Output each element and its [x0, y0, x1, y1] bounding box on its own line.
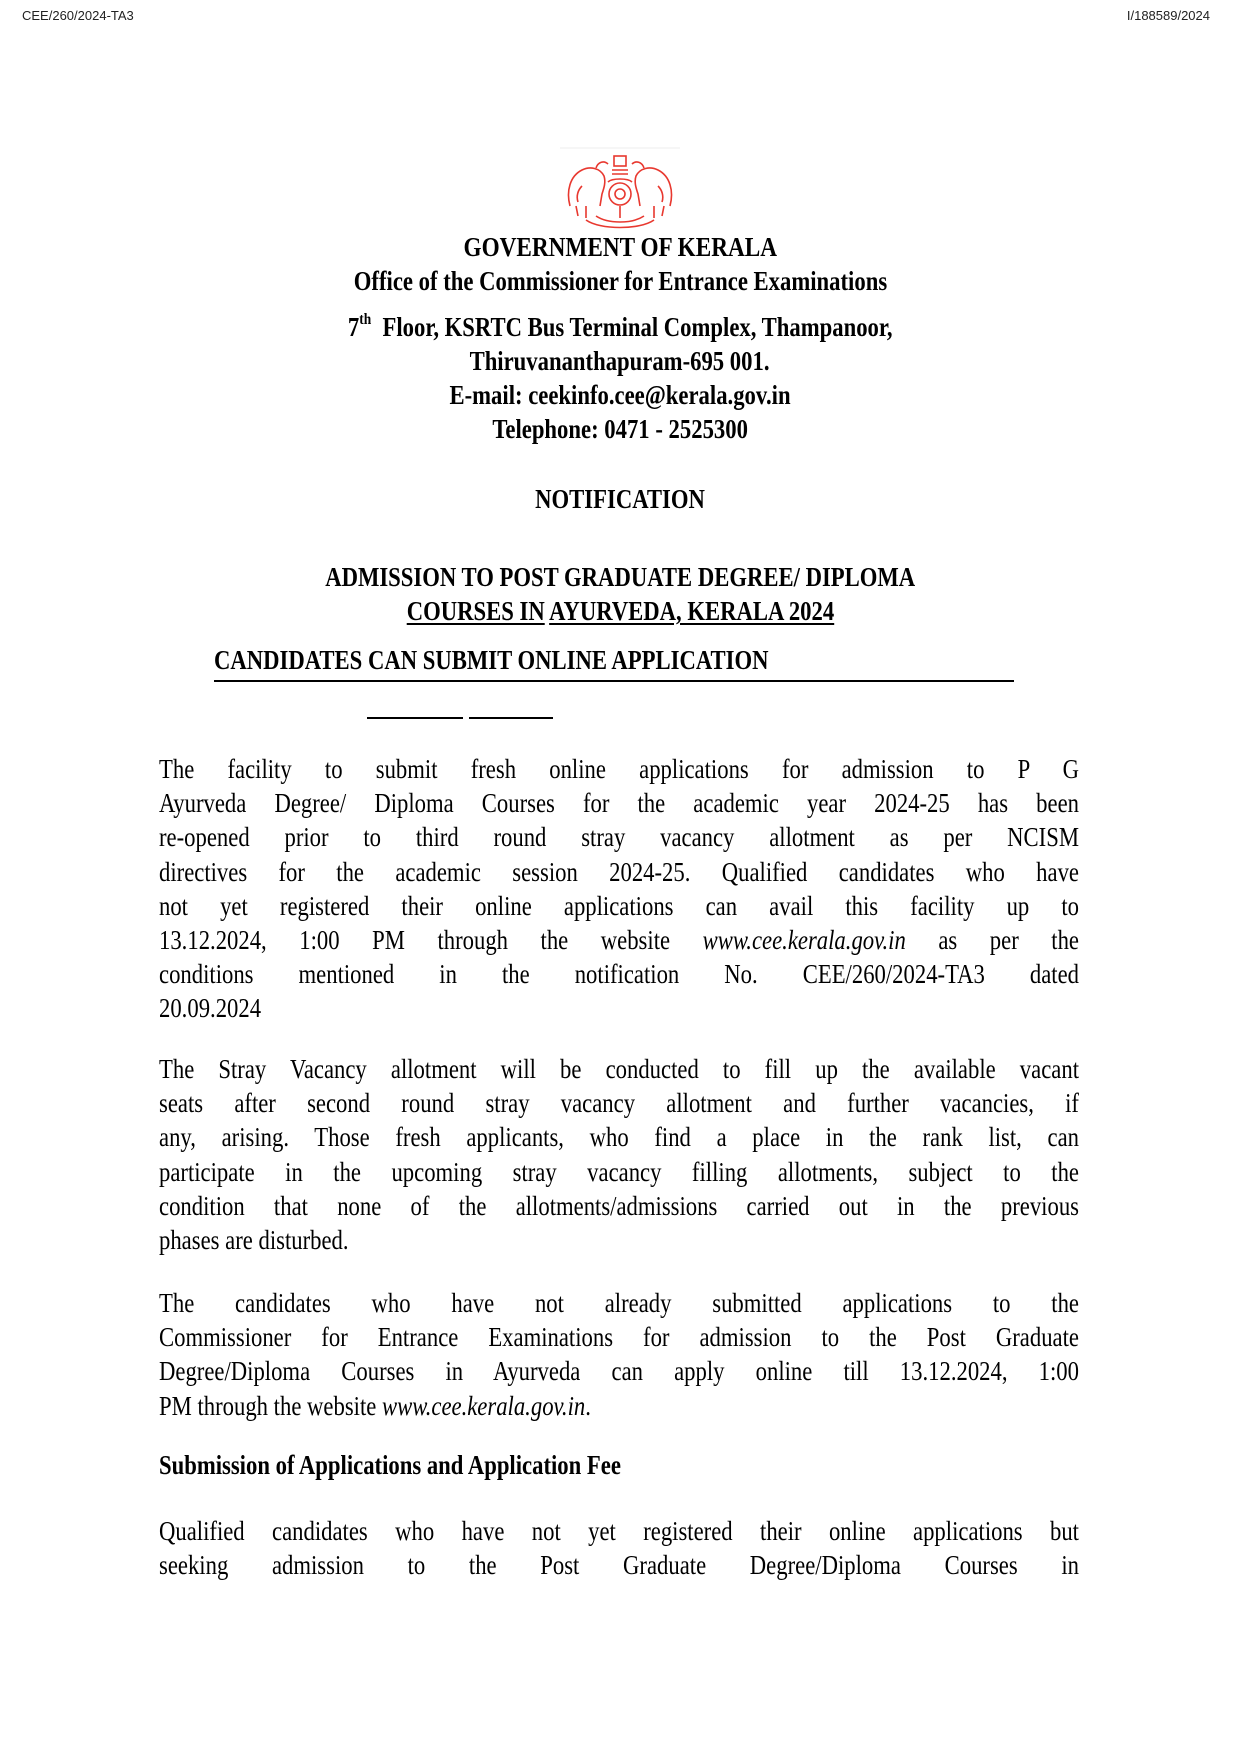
text-line: The facility to submit fresh online applications for admission to P G	[159, 754, 1079, 784]
section-heading-submission: Submission of Applications and Application Fee	[159, 1450, 621, 1480]
text-line: Commissioner for Entrance Examinations for admission to the Post Graduate	[159, 1322, 1079, 1353]
text-line: 20.09.2024	[159, 993, 262, 1024]
text-line: directives for the academic session 2024-25. Qualified candidates who have	[159, 856, 1079, 887]
separator-dash	[469, 717, 553, 719]
text-line: not yet registered their online applications can avail this facility up to	[159, 890, 1079, 921]
floor-number: 7	[347, 312, 359, 342]
paragraph-qualified-candidates	[159, 1514, 1079, 1582]
notification-heading: NOTIFICATION	[535, 484, 705, 514]
email-line: E-mail: ceekinfo.cee@kerala.gov.in	[449, 380, 791, 410]
text-line: The candidates who have not already submitted applications to the	[159, 1288, 1079, 1318]
address-line	[0, 311, 1240, 343]
text-segment: 13.12.2024, 1:00 PM through the website	[159, 925, 671, 956]
telephone-line: Telephone: 0471 - 2525300	[492, 414, 748, 444]
text-line	[159, 923, 1079, 957]
text-line: Qualified candidates who have not yet registered their online applications but	[159, 1516, 1079, 1546]
notification-title-line1: ADMISSION TO POST GRADUATE DEGREE/ DIPLOMA	[325, 562, 915, 592]
text-line: Degree/Diploma Courses in Ayurveda can apply online till 13.12.2024, 1:00	[159, 1356, 1079, 1387]
website-link[interactable]: www.cee.kerala.gov.in	[382, 1390, 586, 1421]
text-line: conditions mentioned in the notification No. CEE/260/2024-TA3 dated	[159, 959, 1079, 990]
text-segment: .	[585, 1390, 591, 1421]
text-line: seats after second round stray vacancy allotment and further vacancies, if	[159, 1088, 1079, 1119]
text-line	[159, 1389, 1079, 1423]
separator-dash	[367, 717, 463, 719]
text-line: The Stray Vacancy allotment will be conducted to fill up the available vacant	[159, 1054, 1079, 1084]
kerala-emblem-icon	[556, 146, 684, 234]
text-line: any, arising. Those fresh applicants, who find a place in the rank list, can	[159, 1122, 1079, 1153]
text-line: re-opened prior to third round stray vacancy allotment as per NCISM	[159, 822, 1079, 853]
text-line: condition that none of the allotments/admissions carried out in the previous	[159, 1190, 1079, 1221]
document-reference-number: CEE/260/2024-TA3	[22, 8, 134, 23]
text-segment: as per the	[938, 925, 1079, 956]
city-line: Thiruvananthapuram-695 001.	[470, 346, 770, 376]
text-line: participate in the upcoming stray vacancy filling allotments, subject to the	[159, 1156, 1079, 1187]
notification-title-line3: CANDIDATES CAN SUBMIT ONLINE APPLICATION	[214, 645, 1014, 682]
floor-suffix: th	[358, 311, 371, 328]
text-line: phases are disturbed.	[159, 1225, 349, 1256]
paragraph-stray-vacancy	[159, 1052, 1079, 1257]
office-title: Office of the Commissioner for Entrance Examinations	[353, 266, 887, 296]
government-title: GOVERNMENT OF KERALA	[463, 232, 777, 262]
text-line: seeking admission to the Post Graduate Degree/Diploma Courses in	[159, 1550, 1079, 1581]
title-courses-in: COURSES IN	[406, 596, 545, 626]
file-reference-number: I/188589/2024	[1126, 8, 1210, 23]
text-segment: PM through the website	[159, 1390, 377, 1421]
paragraph-reopening	[159, 752, 1079, 1026]
website-link[interactable]: www.cee.kerala.gov.in	[702, 925, 906, 956]
title-ayurveda-kerala: AYURVEDA, KERALA 2024	[548, 596, 834, 626]
address-text: Floor, KSRTC Bus Terminal Complex, Thampanoor,	[382, 312, 893, 342]
text-line: Ayurveda Degree/ Diploma Courses for the academic year 2024-25 has been	[159, 788, 1079, 819]
notification-title-line2	[0, 596, 1240, 627]
paragraph-apply-online	[159, 1286, 1079, 1423]
